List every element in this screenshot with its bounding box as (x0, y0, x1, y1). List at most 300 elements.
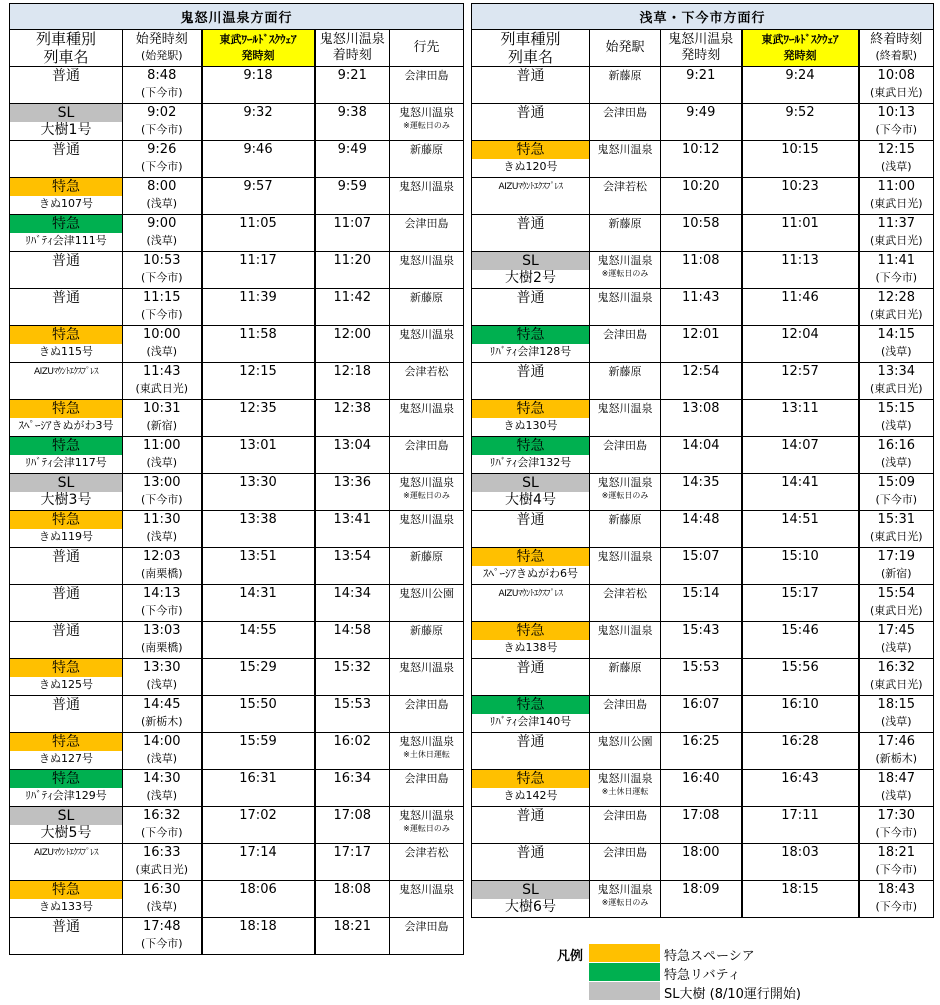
table-row (472, 474, 934, 511)
origin-station: (南栗橋) (140, 641, 183, 654)
destination: 新藤原 (410, 624, 444, 637)
terminal-cell (859, 437, 934, 474)
train-type: 普通 (52, 549, 80, 565)
train-name: ﾘﾊﾞﾃｨ会津111号 (25, 234, 107, 247)
origin-time: 13:03 (143, 623, 181, 638)
service-note: ※運転日のみ (403, 824, 450, 833)
origin-station: (下今市) (140, 826, 183, 839)
arrival-cell (315, 289, 390, 326)
world-square-time: 17:14 (239, 845, 277, 860)
train-type-cell (10, 400, 123, 437)
origin-station: (浅草) (146, 530, 178, 543)
service-note: ※運転日のみ (403, 491, 450, 500)
arrival-cell (315, 511, 390, 548)
train-type-cell (10, 733, 123, 770)
table-row (10, 585, 464, 622)
origin-station: 新藤原 (608, 661, 642, 674)
origin-time-cell (123, 474, 202, 511)
origin-time: 16:33 (143, 845, 181, 860)
departure-cell (661, 696, 742, 733)
arrival-cell (315, 881, 390, 918)
destination-cell (390, 104, 464, 141)
train-name: ﾘﾊﾞﾃｨ会津140号 (489, 715, 572, 728)
origin-time: 17:48 (143, 919, 181, 934)
terminal-time: 12:15 (877, 142, 916, 157)
arrival-time: 12:00 (333, 327, 371, 342)
terminal-station: (新栃木) (875, 752, 918, 765)
world-square-cell (202, 104, 315, 141)
departure-time: 9:49 (686, 105, 716, 120)
terminal-time: 13:34 (877, 364, 916, 379)
table-row (10, 178, 464, 215)
origin-station-cell (590, 807, 661, 844)
train-type-cell (10, 215, 123, 252)
train-type: 普通 (52, 697, 80, 713)
train-type-cell (472, 104, 590, 141)
train-type-cell (10, 67, 123, 104)
world-square-time: 11:46 (781, 290, 819, 305)
origin-time-cell (123, 807, 202, 844)
world-square-time: 12:35 (239, 401, 277, 416)
destination-cell (390, 326, 464, 363)
arrival-time: 9:21 (337, 68, 367, 83)
origin-station-cell (590, 881, 661, 918)
arrival-time: 9:38 (337, 105, 367, 120)
table-row (10, 918, 464, 955)
world-square-time: 14:07 (781, 438, 819, 453)
origin-station: (東武日光) (135, 863, 189, 876)
terminal-station: (浅草) (880, 419, 912, 432)
train-type-cell (10, 659, 123, 696)
destination: 鬼怒川温泉 (399, 883, 455, 896)
table-row (472, 696, 934, 733)
world-square-cell (742, 622, 859, 659)
destination-cell (390, 659, 464, 696)
destination-cell (390, 215, 464, 252)
destination-cell (390, 844, 464, 881)
table-row (472, 622, 934, 659)
origin-station: 新藤原 (608, 217, 642, 230)
train-type-cell (472, 548, 590, 585)
origin-time-cell (123, 326, 202, 363)
origin-station-cell (590, 178, 661, 215)
arrival-time: 15:32 (333, 660, 371, 675)
departure-time: 16:07 (682, 697, 720, 712)
origin-time-cell (123, 881, 202, 918)
table-row (10, 437, 464, 474)
origin-time: 14:30 (143, 771, 181, 786)
train-type: AIZUﾏｳﾝﾄｴｸｽﾌﾟﾚｽ (33, 848, 99, 858)
departure-time: 9:21 (686, 68, 716, 83)
origin-station: (浅草) (146, 456, 178, 469)
departure-cell (661, 474, 742, 511)
origin-station: 会津若松 (603, 180, 647, 193)
train-name: ﾘﾊﾞﾃｨ会津132号 (489, 456, 572, 469)
destination: 鬼怒川温泉 (399, 328, 455, 341)
train-type-cell (472, 659, 590, 696)
origin-station-cell (590, 511, 661, 548)
origin-station-cell (590, 548, 661, 585)
train-type-cell (10, 363, 123, 400)
arrival-cell (315, 770, 390, 807)
terminal-station: (新宿) (880, 567, 912, 580)
destination: 鬼怒川温泉 (399, 254, 455, 267)
departure-cell (661, 881, 742, 918)
arrival-cell (315, 437, 390, 474)
origin-time: 14:00 (143, 734, 181, 749)
terminal-cell (859, 585, 934, 622)
destination-cell (390, 622, 464, 659)
destination-cell (390, 807, 464, 844)
origin-time-cell (123, 511, 202, 548)
origin-time-cell (123, 437, 202, 474)
train-type-cell (472, 252, 590, 289)
world-square-cell (202, 178, 315, 215)
destination-cell (390, 881, 464, 918)
header-train-type: 列車種別 列車名 (472, 30, 590, 67)
destination-cell (390, 733, 464, 770)
table-row (10, 511, 464, 548)
origin-station: (新宿) (146, 419, 178, 432)
terminal-time: 18:47 (877, 771, 916, 786)
origin-station-cell (590, 844, 661, 881)
arrival-time: 13:54 (333, 549, 371, 564)
table-row (10, 400, 464, 437)
origin-station-cell (590, 770, 661, 807)
world-square-time: 15:17 (781, 586, 819, 601)
origin-station: (浅草) (146, 197, 178, 210)
arrival-cell (315, 104, 390, 141)
terminal-cell (859, 659, 934, 696)
world-square-time: 16:43 (781, 771, 819, 786)
train-type-cell (10, 141, 123, 178)
origin-station-cell (590, 363, 661, 400)
destination: 新藤原 (410, 291, 444, 304)
train-type: 特急 (472, 622, 589, 640)
train-type-cell (472, 67, 590, 104)
origin-time-cell (123, 696, 202, 733)
terminal-cell (859, 67, 934, 104)
arrival-time: 11:42 (333, 290, 371, 305)
table-row (472, 363, 934, 400)
terminal-time: 15:15 (877, 401, 916, 416)
terminal-station: (浅草) (880, 456, 912, 469)
world-square-cell (742, 400, 859, 437)
departure-time: 10:20 (682, 179, 720, 194)
origin-station: (下今市) (140, 308, 183, 321)
origin-station: 鬼怒川温泉 (597, 772, 653, 785)
destination: 新藤原 (410, 550, 444, 563)
departure-time: 12:01 (682, 327, 720, 342)
terminal-time: 11:00 (877, 179, 916, 194)
origin-station: (浅草) (146, 678, 178, 691)
table-row (472, 141, 934, 178)
origin-station-cell (590, 141, 661, 178)
arrival-time: 11:07 (333, 216, 371, 231)
departure-cell (661, 548, 742, 585)
legend-label: 特急スペーシア (664, 949, 755, 964)
table-row (472, 548, 934, 585)
train-type-cell (472, 437, 590, 474)
table-title: 鬼怒川温泉方面行 (10, 4, 464, 30)
train-type: 普通 (516, 68, 545, 84)
train-type-cell (472, 585, 590, 622)
table-row (10, 548, 464, 585)
world-square-time: 16:28 (781, 734, 819, 749)
departure-time: 15:53 (682, 660, 720, 675)
origin-time: 10:31 (143, 401, 181, 416)
world-square-cell (202, 511, 315, 548)
arrival-time: 11:20 (333, 253, 371, 268)
world-square-time: 17:11 (781, 808, 819, 823)
origin-time-cell (123, 918, 202, 955)
timetable-kinugawa-bound (9, 3, 463, 955)
table-row (472, 844, 934, 881)
origin-time: 9:02 (147, 105, 177, 120)
world-square-time: 15:50 (239, 697, 277, 712)
train-type: 普通 (52, 142, 80, 158)
world-square-cell (742, 104, 859, 141)
world-square-time: 18:06 (239, 882, 277, 897)
terminal-station: (東武日光) (869, 234, 923, 247)
asakusa-bound-table (471, 3, 934, 918)
arrival-cell (315, 400, 390, 437)
train-type: 普通 (52, 253, 80, 269)
origin-station: (下今市) (140, 271, 183, 284)
train-type: 普通 (52, 586, 80, 602)
origin-time-cell (123, 104, 202, 141)
table-row (472, 178, 934, 215)
origin-time-cell (123, 178, 202, 215)
departure-cell (661, 511, 742, 548)
world-square-time: 11:05 (239, 216, 277, 231)
terminal-cell (859, 733, 934, 770)
destination: 会津若松 (404, 846, 449, 859)
train-type-cell (472, 511, 590, 548)
world-square-time: 11:13 (781, 253, 819, 268)
train-name: 大樹6号 (505, 899, 556, 915)
departure-cell (661, 585, 742, 622)
arrival-time: 9:49 (337, 142, 367, 157)
destination-cell (390, 141, 464, 178)
train-type: 特急 (10, 215, 122, 233)
origin-station: (浅草) (146, 752, 178, 765)
terminal-time: 10:13 (877, 105, 916, 120)
destination: 鬼怒川温泉 (399, 809, 455, 822)
departure-cell (661, 622, 742, 659)
world-square-cell (742, 363, 859, 400)
departure-time: 15:07 (682, 549, 720, 564)
arrival-time: 17:17 (333, 845, 371, 860)
destination-cell (390, 511, 464, 548)
world-square-cell (202, 215, 315, 252)
table-row (472, 659, 934, 696)
departure-cell (661, 215, 742, 252)
table-row (472, 770, 934, 807)
header-kinugawa-departure: 鬼怒川温泉 発時刻 (661, 30, 742, 67)
table-row (10, 881, 464, 918)
world-square-time: 10:15 (781, 142, 819, 157)
departure-cell (661, 363, 742, 400)
train-type: 特急 (472, 548, 589, 566)
departure-cell (661, 844, 742, 881)
world-square-cell (742, 252, 859, 289)
world-square-cell (742, 659, 859, 696)
train-type: 普通 (516, 512, 545, 528)
destination: 会津田島 (404, 772, 449, 785)
terminal-cell (859, 807, 934, 844)
origin-time-cell (123, 659, 202, 696)
world-square-time: 12:04 (781, 327, 819, 342)
train-type: SL (472, 881, 589, 899)
table-row (472, 881, 934, 918)
origin-station-cell (590, 733, 661, 770)
origin-station: 新藤原 (608, 69, 642, 82)
origin-station: 会津田島 (603, 439, 647, 452)
departure-time: 13:08 (682, 401, 720, 416)
world-square-time: 11:39 (239, 290, 277, 305)
world-square-cell (202, 659, 315, 696)
train-type: 特急 (472, 400, 589, 418)
world-square-cell (202, 733, 315, 770)
arrival-cell (315, 178, 390, 215)
destination: 鬼怒川公園 (399, 587, 455, 600)
departure-time: 15:43 (682, 623, 720, 638)
arrival-time: 16:02 (333, 734, 371, 749)
origin-station-cell (590, 474, 661, 511)
train-type: AIZUﾏｳﾝﾄｴｸｽﾌﾟﾚｽ (498, 589, 563, 599)
world-square-cell (202, 289, 315, 326)
arrival-time: 13:41 (333, 512, 371, 527)
legend-label: 特急リバティ (664, 968, 741, 983)
origin-time: 11:15 (143, 290, 181, 305)
terminal-time: 16:16 (877, 438, 916, 453)
train-type-cell (10, 511, 123, 548)
table-row (472, 252, 934, 289)
train-type-cell (472, 178, 590, 215)
train-type: 普通 (516, 660, 545, 676)
departure-cell (661, 141, 742, 178)
origin-station-cell (590, 437, 661, 474)
origin-station-cell (590, 215, 661, 252)
destination-cell (390, 252, 464, 289)
arrival-cell (315, 363, 390, 400)
origin-station: (東武日光) (135, 382, 189, 395)
train-type: SL (10, 104, 122, 122)
legend-row (557, 982, 817, 1001)
arrival-cell (315, 67, 390, 104)
table-row (10, 733, 464, 770)
world-square-time: 15:56 (781, 660, 819, 675)
train-type-cell (472, 881, 590, 918)
terminal-cell (859, 548, 934, 585)
arrival-cell (315, 659, 390, 696)
origin-station: (南栗橋) (140, 567, 183, 580)
train-name: 大樹4号 (505, 492, 556, 508)
world-square-time: 13:11 (781, 401, 819, 416)
terminal-station: (下今市) (875, 271, 918, 284)
origin-station: 鬼怒川温泉 (597, 402, 653, 415)
train-type: 特急 (10, 770, 122, 788)
world-square-cell (742, 770, 859, 807)
world-square-time: 15:59 (239, 734, 277, 749)
terminal-time: 18:15 (877, 697, 916, 712)
origin-station-cell (590, 659, 661, 696)
terminal-cell (859, 696, 934, 733)
table-row (10, 67, 464, 104)
departure-cell (661, 400, 742, 437)
origin-station-cell (590, 252, 661, 289)
train-type: 特急 (10, 881, 122, 899)
train-name: 大樹2号 (505, 270, 556, 286)
world-square-cell (202, 252, 315, 289)
table-row (10, 141, 464, 178)
train-type-cell (472, 326, 590, 363)
train-type: 普通 (516, 734, 545, 750)
world-square-cell (742, 474, 859, 511)
service-note: ※運転日のみ (601, 269, 649, 278)
train-type: 普通 (52, 68, 80, 84)
origin-time: 11:30 (143, 512, 181, 527)
arrival-time: 18:08 (333, 882, 371, 897)
origin-time: 14:13 (143, 586, 181, 601)
departure-time: 10:12 (682, 142, 720, 157)
terminal-cell (859, 511, 934, 548)
destination-cell (390, 437, 464, 474)
train-type: SL (10, 474, 122, 492)
train-type: 普通 (516, 290, 545, 306)
table-row (10, 363, 464, 400)
origin-station: (下今市) (140, 86, 183, 99)
world-square-time: 14:41 (781, 475, 819, 490)
train-type-cell (10, 326, 123, 363)
table-row (10, 622, 464, 659)
train-name: きぬ130号 (503, 419, 558, 432)
arrival-time: 12:38 (333, 401, 371, 416)
world-square-cell (742, 178, 859, 215)
terminal-station: (東武日光) (869, 197, 923, 210)
world-square-time: 11:58 (239, 327, 277, 342)
origin-station-cell (590, 326, 661, 363)
header-terminal: 終着時刻 (終着駅) (859, 30, 934, 67)
world-square-cell (742, 511, 859, 548)
origin-time: 14:45 (143, 697, 181, 712)
terminal-cell (859, 141, 934, 178)
terminal-station: (下今市) (875, 863, 918, 876)
origin-station: 鬼怒川温泉 (597, 550, 653, 563)
origin-station: 鬼怒川温泉 (597, 883, 653, 896)
train-type: 普通 (516, 845, 545, 861)
train-type-cell (10, 918, 123, 955)
train-type: 普通 (52, 919, 80, 935)
arrival-time: 18:21 (333, 919, 371, 934)
world-square-cell (742, 215, 859, 252)
origin-station-cell (590, 67, 661, 104)
train-type-cell (10, 807, 123, 844)
train-type-cell (10, 178, 123, 215)
destination: 鬼怒川温泉 (399, 106, 455, 119)
arrival-cell (315, 918, 390, 955)
train-type-cell (10, 622, 123, 659)
destination: 会津若松 (404, 365, 449, 378)
train-type: 普通 (516, 808, 545, 824)
train-type: 特急 (10, 511, 122, 529)
origin-station: (下今市) (140, 160, 183, 173)
origin-station: 鬼怒川温泉 (597, 143, 653, 156)
world-square-cell (202, 141, 315, 178)
table-row (10, 696, 464, 733)
world-square-cell (742, 548, 859, 585)
